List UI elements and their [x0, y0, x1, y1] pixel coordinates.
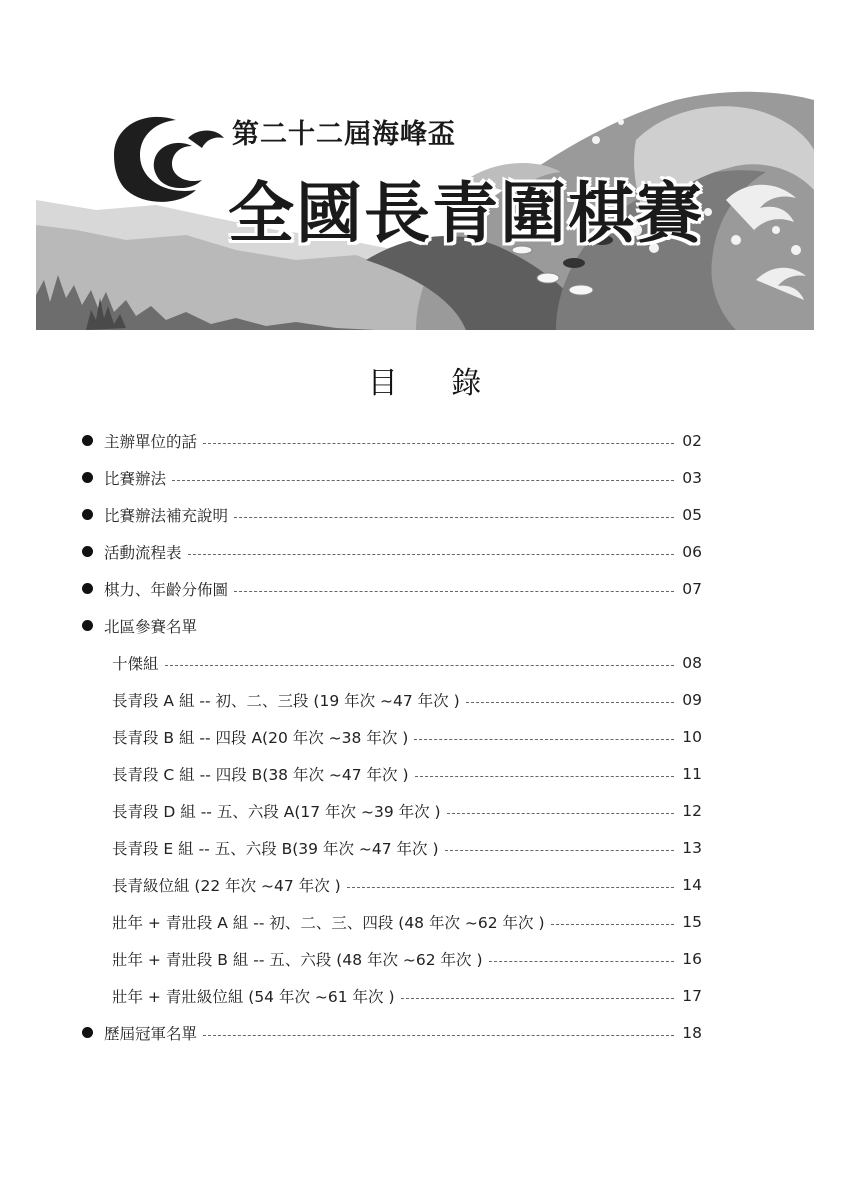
- toc-entry[interactable]: 長青段 E 組 -- 五、六段 B(39 年次 ~47 年次 ) 13: [112, 838, 702, 858]
- page-number: 14: [682, 875, 702, 894]
- dot-leader: [234, 590, 674, 592]
- dot-leader: [415, 775, 674, 777]
- toc-entry[interactable]: 主辦單位的話 02: [82, 422, 702, 459]
- toc-section-heading: 北區參賽名單: [82, 607, 702, 644]
- dot-leader: [347, 886, 674, 888]
- toc-entry[interactable]: 壯年 + 青壯級位組 (54 年次 ~61 年次 ) 17: [112, 986, 702, 1006]
- dot-leader: [203, 1034, 674, 1036]
- page-number: 05: [682, 505, 702, 524]
- page-number: 11: [682, 764, 702, 783]
- bullet-icon: [82, 1027, 93, 1038]
- toc-entry[interactable]: 比賽辦法補充說明 05: [82, 496, 702, 533]
- bullet-icon: [82, 546, 93, 557]
- page-number: 09: [682, 690, 702, 709]
- dot-leader: [172, 479, 674, 481]
- page-number: 06: [682, 542, 702, 561]
- dot-leader: [203, 442, 674, 444]
- page-number: 13: [682, 838, 702, 857]
- page-number: 16: [682, 949, 702, 968]
- dot-leader: [466, 701, 674, 703]
- toc-entry[interactable]: 長青段 A 組 -- 初、二、三段 (19 年次 ~47 年次 ) 09: [112, 690, 702, 710]
- toc-entry[interactable]: 長青級位組 (22 年次 ~47 年次 ) 14: [112, 875, 702, 895]
- page-number: 10: [682, 727, 702, 746]
- page-number: 17: [682, 986, 702, 1005]
- dot-leader: [447, 812, 674, 814]
- table-of-contents: [82, 422, 702, 1051]
- toc-entry[interactable]: 活動流程表 06: [82, 533, 702, 570]
- page-number: 02: [682, 431, 702, 450]
- dot-leader: [551, 923, 674, 925]
- toc-heading: 目 錄: [367, 366, 504, 401]
- toc-entry[interactable]: 十傑組 08: [112, 653, 702, 673]
- dot-leader: [401, 997, 674, 999]
- dot-leader: [414, 738, 674, 740]
- page-number: 12: [682, 801, 702, 820]
- toc-entry[interactable]: 壯年 + 青壯段 A 組 -- 初、二、三、四段 (48 年次 ~62 年次 ) 15: [112, 912, 702, 932]
- toc-entry[interactable]: 壯年 + 青壯段 B 組 -- 五、六段 (48 年次 ~62 年次 ) 16: [112, 949, 702, 969]
- page-number: 03: [682, 468, 702, 487]
- page-number: 15: [682, 912, 702, 931]
- bullet-icon: [82, 509, 93, 520]
- toc-entry[interactable]: 棋力、年齡分佈圖 07: [82, 570, 702, 607]
- toc-entry[interactable]: 長青段 D 組 -- 五、六段 A(17 年次 ~39 年次 ) 12: [112, 801, 702, 821]
- toc-entry[interactable]: 歷屆冠軍名單 18: [82, 1014, 702, 1051]
- event-title: 全國長青圍棋賽: [228, 175, 704, 252]
- page-number: 07: [682, 579, 702, 598]
- toc-entry[interactable]: 長青段 C 組 -- 四段 B(38 年次 ~47 年次 ) 11: [112, 764, 702, 784]
- dot-leader: [188, 553, 674, 555]
- page-number: 08: [682, 653, 702, 672]
- page-number: 18: [682, 1023, 702, 1042]
- bullet-icon: [82, 435, 93, 446]
- toc-entry[interactable]: 比賽辦法 03: [82, 459, 702, 496]
- dot-leader: [489, 960, 674, 962]
- bullet-icon: [82, 620, 93, 631]
- event-subtitle: 第二十二屆海峰盃: [232, 119, 456, 150]
- toc-entry[interactable]: 長青段 B 組 -- 四段 A(20 年次 ~38 年次 ) 10: [112, 727, 702, 747]
- dot-leader: [445, 849, 675, 851]
- dot-leader: [165, 664, 674, 666]
- dot-leader: [234, 516, 674, 518]
- bullet-icon: [82, 583, 93, 594]
- bullet-icon: [82, 472, 93, 483]
